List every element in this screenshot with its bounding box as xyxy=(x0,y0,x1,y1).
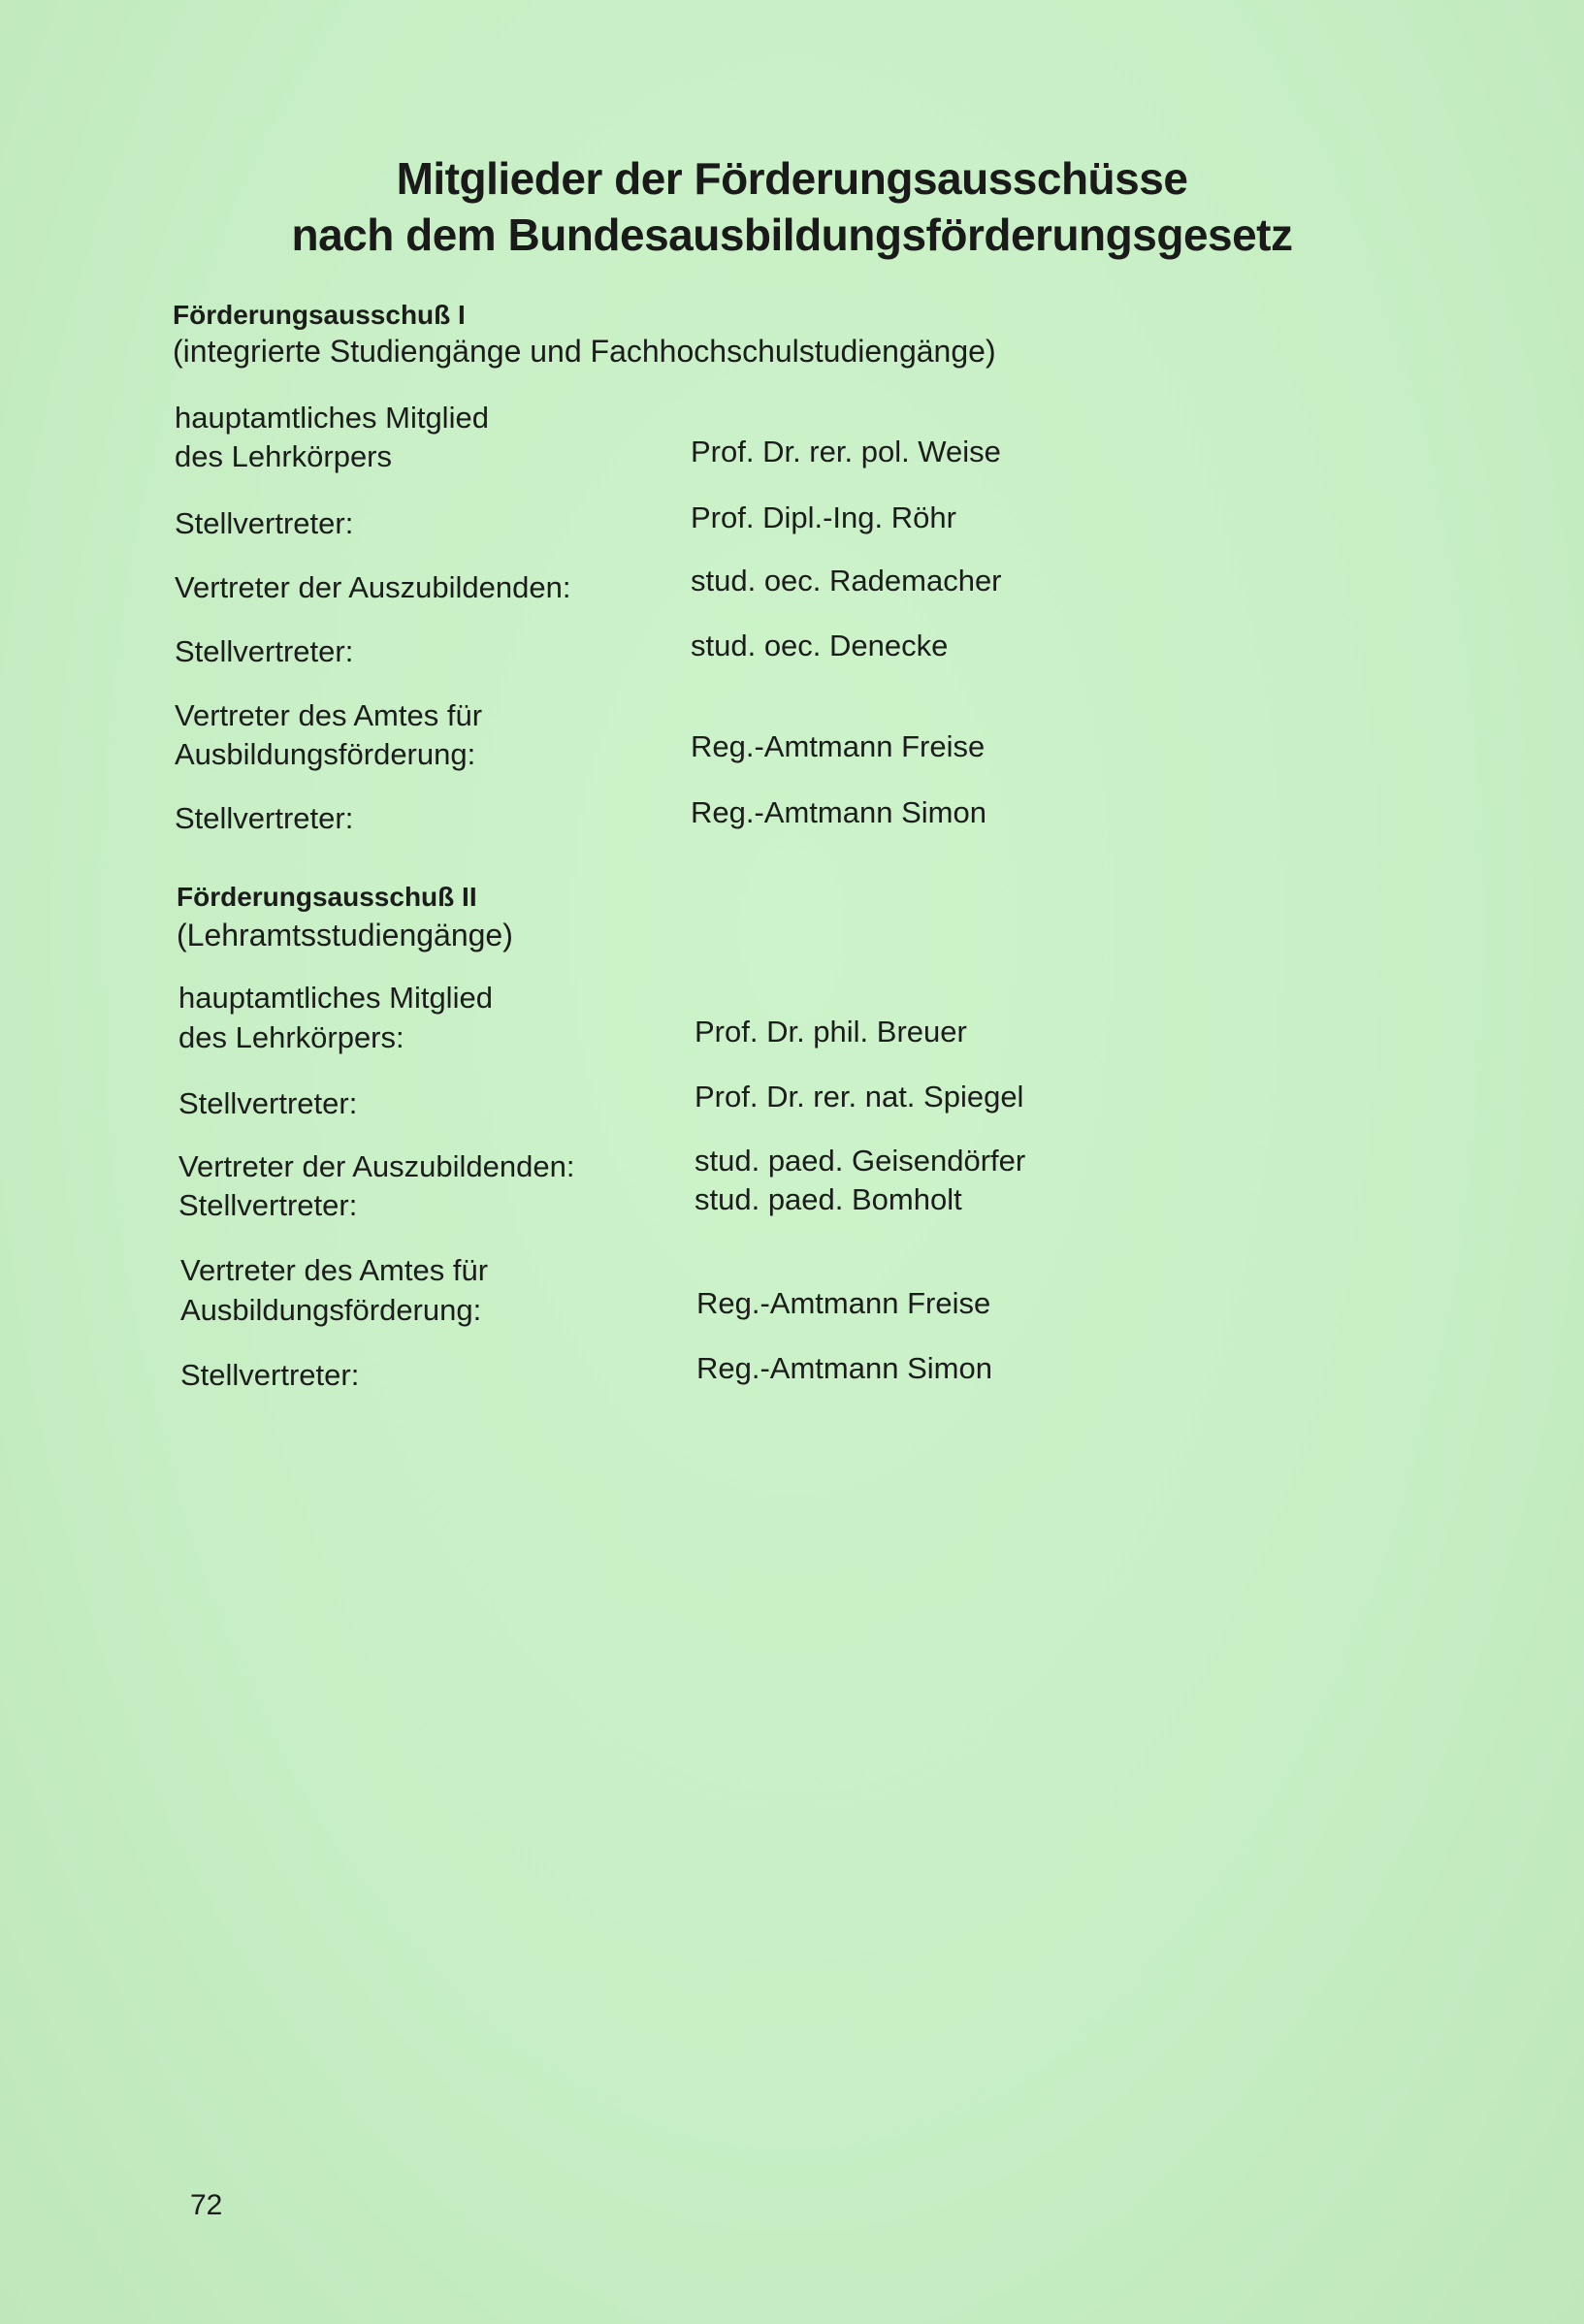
committee-2-deputy-label: Stellvertreter: xyxy=(178,1086,358,1120)
committee-1-member-value: Prof. Dr. rer. pol. Weise xyxy=(691,435,1001,468)
committee-1-office-label-line-2: Ausbildungsförderung: xyxy=(175,737,476,771)
committee-1-subtitle: (integrierte Studiengänge und Fachhochschulstudiengänge) xyxy=(173,334,996,369)
page-title xyxy=(0,150,1584,263)
committee-1-students-value: stud. oec. Rademacher xyxy=(691,564,1002,597)
committee-2-office-value: Reg.-Amtmann Freise xyxy=(696,1286,991,1320)
committee-2-deputy-value: Prof. Dr. rer. nat. Spiegel xyxy=(695,1080,1024,1114)
page-title-line-2: nach dem Bundesausbildungsförderungsgesetz xyxy=(291,210,1293,260)
committee-2-students-deputy-label: Stellvertreter: xyxy=(178,1188,358,1222)
committee-2-office-label-line-2: Ausbildungsförderung: xyxy=(180,1293,482,1327)
page-title-line-1: Mitglieder der Förderungsausschüsse xyxy=(396,153,1188,204)
committee-2-students-value: stud. paed. Geisendörfer xyxy=(695,1144,1026,1178)
page-number: 72 xyxy=(190,2189,223,2221)
committee-1-heading: Förderungsausschuß I xyxy=(173,300,466,330)
committee-1-students-deputy-label: Stellvertreter: xyxy=(175,634,354,668)
committee-1-office-deputy-value: Reg.-Amtmann Simon xyxy=(691,795,986,829)
committee-1-deputy-label: Stellvertreter: xyxy=(175,506,354,540)
committee-1-office-label-line-1: Vertreter des Amtes für xyxy=(175,698,483,732)
committee-1-deputy-value: Prof. Dipl.-Ing. Röhr xyxy=(691,500,956,534)
committee-1-students-label: Vertreter der Auszubildenden: xyxy=(175,570,571,604)
committee-1-office-deputy-label: Stellvertreter: xyxy=(175,801,354,835)
committee-1-office-value: Reg.-Amtmann Freise xyxy=(691,729,986,763)
committee-2-subtitle: (Lehramtsstudiengänge) xyxy=(177,918,513,952)
committee-1-member-label-line-2: des Lehrkörpers xyxy=(175,439,393,473)
committee-2-office-deputy-label: Stellvertreter: xyxy=(180,1358,360,1392)
committee-2-office-deputy-value: Reg.-Amtmann Simon xyxy=(696,1351,992,1385)
committee-1-member-label-line-1: hauptamtliches Mitglied xyxy=(175,401,489,435)
committee-2-office-label-line-1: Vertreter des Amtes für xyxy=(180,1253,489,1287)
committee-1-students-deputy-value: stud. oec. Denecke xyxy=(691,629,949,662)
committee-2-member-value: Prof. Dr. phil. Breuer xyxy=(695,1015,967,1049)
committee-2-member-label-line-1: hauptamtliches Mitglied xyxy=(178,981,493,1015)
committee-2-member-label-line-2: des Lehrkörpers: xyxy=(178,1020,404,1054)
committee-2-students-deputy-value: stud. paed. Bomholt xyxy=(695,1182,962,1216)
committee-2-heading: Förderungsausschuß II xyxy=(177,882,477,912)
committee-2-students-label: Vertreter der Auszubildenden: xyxy=(178,1149,575,1183)
